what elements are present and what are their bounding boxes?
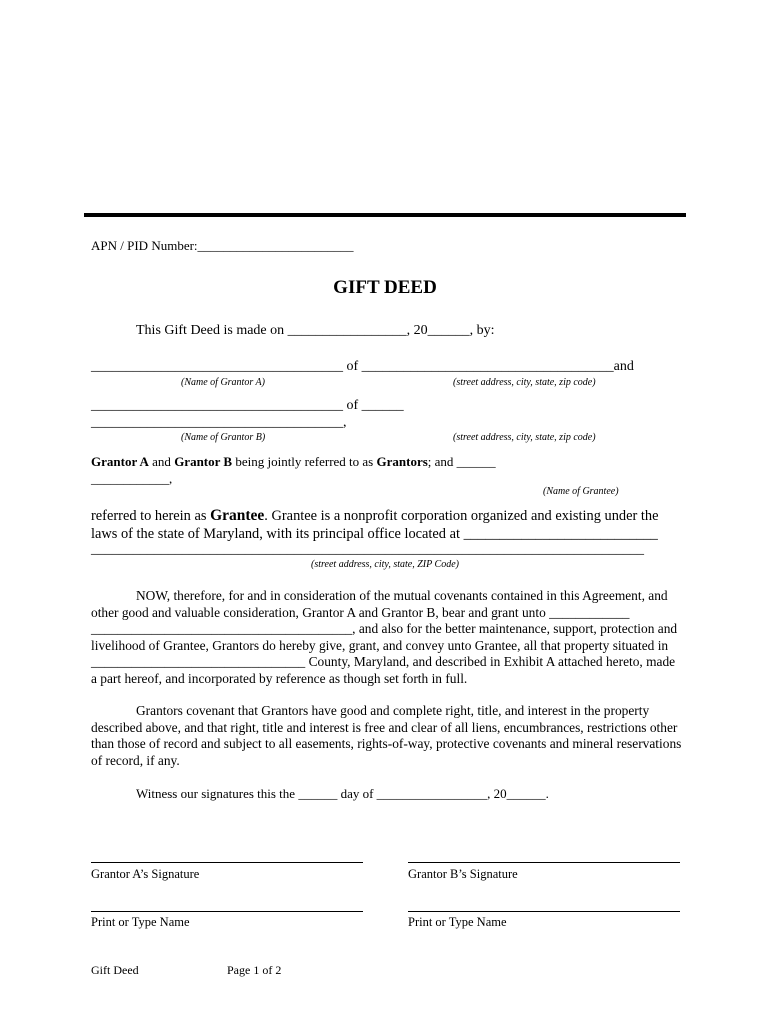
grantee-address-line: _______________________________________________________________________________ [91,542,644,557]
grantors-tail: ; and ______ [427,454,496,469]
grantor-a-print-line [91,911,363,912]
footer-document-name: Gift Deed [91,963,139,977]
grantee-pre: referred to herein as [91,508,211,524]
grantee-name-line: ____________, [91,471,173,486]
grantors-bold: Grantors [376,454,428,469]
grantors-mid: being jointly referred to as [232,454,377,469]
grantor-b-bold: Grantor B [174,454,233,469]
grantee-post: . Grantee is a nonprofit corporation organized and existing under the laws of the state of Maryland, with its principal office located at ___________________________ [91,508,659,542]
header-rule [84,213,686,217]
witness-line: Witness our signatures this the ______ day of _________________, 20______. [136,786,549,801]
grantor-a-name-caption: (Name of Grantor A) [181,377,265,388]
grantee-name-caption: (Name of Grantee) [543,486,619,497]
grantor-b-print-line [408,911,680,912]
grantors-sentence [91,454,496,470]
grantor-b-address-caption: (street address, city, state, zip code) [453,432,596,443]
covenant-paragraph: Grantors covenant that Grantors have good and complete right, title, and interest in the property described above, and that right, title and interest is free and clear of all liens, encumbrances, restrictions other than those of record and subject to all easements, rights-of-way, protective covenants and mineral reservations of record, if any. [91,703,682,768]
document-title: GIFT DEED [333,277,437,298]
intro-line: This Gift Deed is made on _________________, 20______, by: [136,323,495,338]
apn-line: APN / PID Number:________________________ [91,238,354,253]
grantor-b-signature-label: Grantor B’s Signature [408,867,518,881]
grantor-a-signature-label: Grantor A’s Signature [91,867,200,881]
grantor-a-address-caption: (street address, city, state, zip code) [453,377,596,388]
grantee-bold: Grantee [210,507,265,524]
grantee-paragraph [91,507,683,543]
grantor-a-print-label: Print or Type Name [91,915,190,929]
grantor-b-signature-line [408,862,680,863]
grantor-b-line: ____________________________________ of ______ [91,398,404,413]
grantor-a-line: ____________________________________ of ____________________________________and [91,359,634,374]
grantor-a-signature-line [91,862,363,863]
grantor-b-line-2: ____________________________________, [91,415,347,430]
grantor-a-bold: Grantor A [91,454,149,469]
footer-page-number: Page 1 of 2 [227,963,282,977]
grantor-b-print-label: Print or Type Name [408,915,507,929]
grantor-b-name-caption: (Name of Grantor B) [181,432,266,443]
grantee-address-caption: (street address, city, state, ZIP Code) [311,559,459,570]
now-paragraph: NOW, therefore, for and in consideration of the mutual covenants contained in this Agreement, and other good and valuable consideration, Grantor A and Grantor B, bear and grant unto ____________ _______________________________________, and also for the better maintenance, support, protection and livelihood of Grantee, Grantors do hereby give, grant, and convey unto Grantee, all that property situated in ________________________________ County, Maryland, and described in Exhibit A attached hereto, made a part hereof, and incorporated by reference as though set forth in full. [91,588,678,686]
grantors-and: and [148,454,175,469]
